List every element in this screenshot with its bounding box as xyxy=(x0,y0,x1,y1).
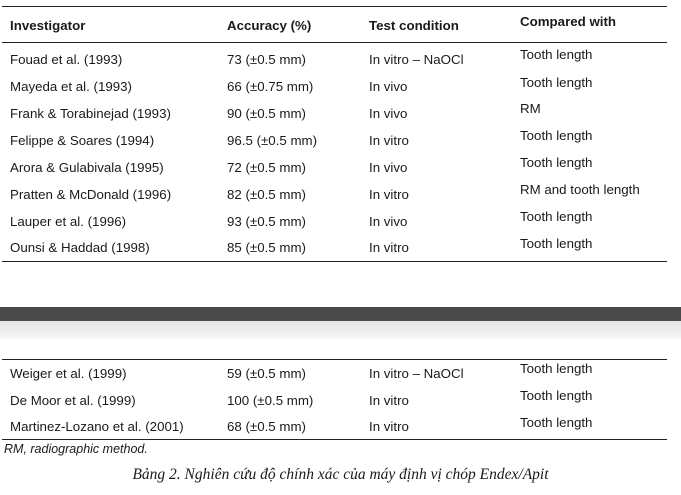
cell-test-condition: In vitro xyxy=(369,419,409,434)
cell-accuracy: 66 (±0.75 mm) xyxy=(227,79,314,94)
cell-investigator: Martinez-Lozano et al. (2001) xyxy=(10,419,184,434)
cell-compared-with: Tooth length xyxy=(520,361,593,376)
header-rule xyxy=(2,42,667,43)
header-investigator: Investigator xyxy=(10,18,86,33)
cell-test-condition: In vitro xyxy=(369,133,409,148)
header-compared-with: Compared with xyxy=(520,14,617,29)
cell-investigator: Weiger et al. (1999) xyxy=(10,366,127,381)
cell-accuracy: 85 (±0.5 mm) xyxy=(227,240,306,255)
table-bottom-rule xyxy=(2,439,667,440)
cell-accuracy: 93 (±0.5 mm) xyxy=(227,214,306,229)
cell-investigator: Ounsi & Haddad (1998) xyxy=(10,240,150,255)
cell-investigator: De Moor et al. (1999) xyxy=(10,393,136,408)
cell-test-condition: In vivo xyxy=(369,106,408,121)
cell-investigator: Frank & Torabinejad (1993) xyxy=(10,106,171,121)
cell-test-condition: In vivo xyxy=(369,79,408,94)
page-break-band xyxy=(0,307,681,321)
cell-investigator: Felippe & Soares (1994) xyxy=(10,133,155,148)
cell-test-condition: In vivo xyxy=(369,214,408,229)
cell-accuracy: 82 (±0.5 mm) xyxy=(227,187,306,202)
cell-compared-with: Tooth length xyxy=(520,388,593,403)
header-test-condition: Test condition xyxy=(369,18,459,33)
cell-test-condition: In vitro xyxy=(369,187,409,202)
cell-accuracy: 90 (±0.5 mm) xyxy=(227,106,306,121)
cell-investigator: Lauper et al. (1996) xyxy=(10,214,127,229)
table-top-rule-continued xyxy=(2,359,667,360)
cell-compared-with: Tooth length xyxy=(520,236,593,251)
cell-accuracy: 68 (±0.5 mm) xyxy=(227,419,306,434)
table-caption: Bảng 2. Nghiên cứu độ chính xác của máy định vị chóp Endex/Apit xyxy=(132,466,549,483)
cell-accuracy: 96.5 (±0.5 mm) xyxy=(227,133,318,148)
cell-compared-with: Tooth length xyxy=(520,209,593,224)
cell-investigator: Arora & Gulabivala (1995) xyxy=(10,160,164,175)
cell-test-condition: In vitro xyxy=(369,393,409,408)
cell-compared-with: Tooth length xyxy=(520,47,593,62)
cell-test-condition: In vivo xyxy=(369,160,408,175)
cell-compared-with: Tooth length xyxy=(520,75,593,90)
cell-accuracy: 59 (±0.5 mm) xyxy=(227,366,306,381)
cell-compared-with: Tooth length xyxy=(520,415,593,430)
cell-accuracy: 73 (±0.5 mm) xyxy=(227,52,306,67)
cell-compared-with: Tooth length xyxy=(520,155,593,170)
cell-accuracy: 72 (±0.5 mm) xyxy=(227,160,306,175)
header-accuracy: Accuracy (%) xyxy=(227,18,312,33)
table-top-rule xyxy=(2,6,667,7)
cell-compared-with: Tooth length xyxy=(520,128,593,143)
cell-investigator: Pratten & McDonald (1996) xyxy=(10,187,172,202)
cell-test-condition: In vitro – NaOCl xyxy=(369,366,464,381)
table-footnote: RM, radiographic method. xyxy=(4,442,148,456)
table-bottom-rule-top xyxy=(2,261,667,262)
cell-compared-with: RM and tooth length xyxy=(520,182,640,197)
cell-investigator: Mayeda et al. (1993) xyxy=(10,79,132,94)
cell-investigator: Fouad et al. (1993) xyxy=(10,52,123,67)
cell-test-condition: In vitro – NaOCl xyxy=(369,52,464,67)
cell-test-condition: In vitro xyxy=(369,240,409,255)
page-break-shadow xyxy=(0,321,681,339)
cell-compared-with: RM xyxy=(520,101,541,116)
cell-accuracy: 100 (±0.5 mm) xyxy=(227,393,314,408)
